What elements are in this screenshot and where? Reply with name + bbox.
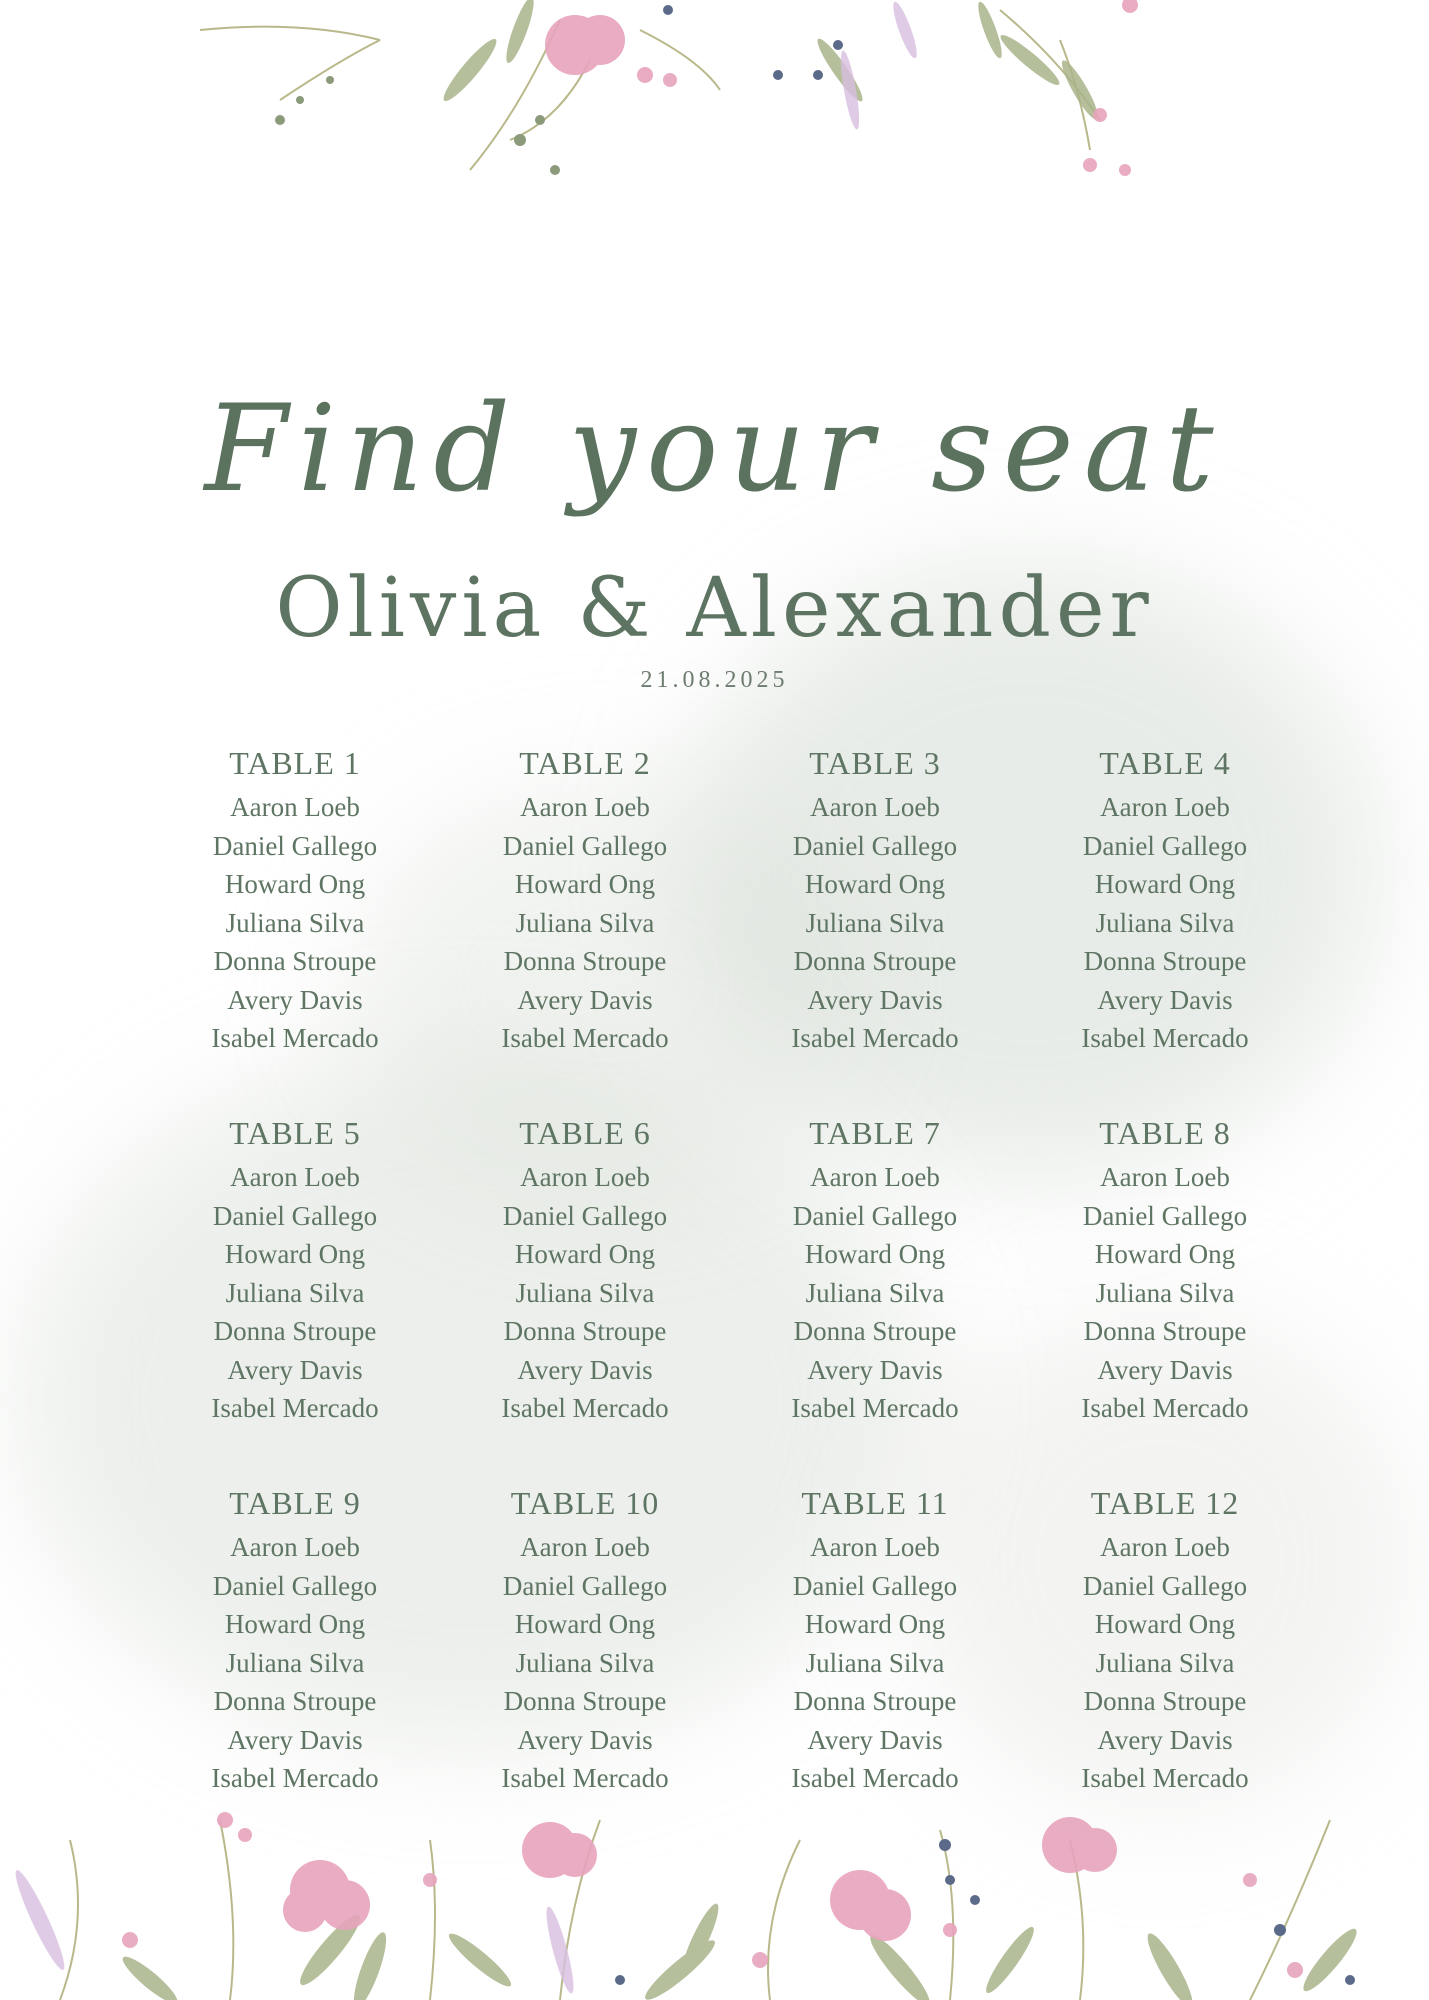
guest-name: Isabel Mercado	[211, 1023, 379, 1053]
guest-name: Howard Ong	[804, 1239, 946, 1269]
table-title: TABLE 4	[1099, 745, 1231, 781]
guest-name: Daniel Gallego	[212, 1200, 378, 1231]
guest-name: Aaron Loeb	[520, 792, 650, 822]
table-title: TABLE 8	[1099, 1115, 1231, 1151]
table-block	[440, 1110, 730, 1480]
guest-name: Daniel Gallego	[1082, 1200, 1248, 1231]
guest-name: Avery Davis	[807, 1354, 943, 1385]
guest-name: Daniel Gallego	[212, 830, 378, 861]
table-title: TABLE 6	[519, 1115, 651, 1151]
table-block	[150, 740, 440, 1110]
guest-name: Donna Stroupe	[793, 1686, 957, 1716]
guest-name: Aaron Loeb	[520, 1162, 650, 1192]
table-title: TABLE 5	[229, 1115, 361, 1151]
guest-name: Donna Stroupe	[793, 1316, 957, 1346]
guest-name: Daniel Gallego	[792, 1570, 958, 1601]
guest-name: Juliana Silva	[225, 907, 365, 938]
table-block	[730, 1480, 1020, 1850]
guest-name: Avery Davis	[807, 1724, 943, 1755]
guest-name: Juliana Silva	[1095, 1647, 1235, 1678]
guest-name: Avery Davis	[517, 1724, 653, 1755]
guest-name: Isabel Mercado	[791, 1393, 959, 1423]
guest-name: Avery Davis	[517, 984, 653, 1015]
guest-name: Avery Davis	[1097, 1354, 1233, 1385]
guest-name: Donna Stroupe	[213, 946, 377, 976]
table-block	[1020, 1480, 1310, 1850]
table-title: TABLE 7	[809, 1115, 941, 1151]
guest-name: Daniel Gallego	[1082, 830, 1248, 861]
guest-name: Donna Stroupe	[1083, 946, 1247, 976]
table-grid	[150, 740, 1310, 1850]
guest-name: Donna Stroupe	[793, 946, 957, 976]
guest-name: Aaron Loeb	[1100, 1162, 1230, 1192]
guest-name: Howard Ong	[514, 1239, 656, 1269]
table-title: TABLE 2	[519, 745, 651, 781]
guest-name: Isabel Mercado	[211, 1763, 379, 1793]
guest-name: Avery Davis	[227, 1354, 363, 1385]
guest-name: Isabel Mercado	[1081, 1023, 1249, 1053]
guest-name: Aaron Loeb	[810, 1532, 940, 1562]
top-floral-decoration	[0, 0, 1429, 200]
guest-name: Daniel Gallego	[212, 1570, 378, 1601]
table-title: TABLE 3	[809, 745, 941, 781]
guest-name: Daniel Gallego	[502, 1570, 668, 1601]
table-block	[440, 740, 730, 1110]
guest-name: Isabel Mercado	[1081, 1763, 1249, 1793]
table-block	[1020, 1110, 1310, 1480]
couple-names: Olivia & Alexander	[275, 561, 1154, 656]
table-title: TABLE 10	[510, 1485, 660, 1521]
guest-name: Juliana Silva	[225, 1647, 365, 1678]
event-date: 21.08.2025	[640, 667, 789, 693]
guest-name: Aaron Loeb	[1100, 792, 1230, 822]
guest-name: Isabel Mercado	[501, 1023, 669, 1053]
guest-name: Donna Stroupe	[503, 1686, 667, 1716]
guest-name: Isabel Mercado	[791, 1763, 959, 1793]
table-title: TABLE 9	[229, 1485, 361, 1521]
guest-name: Howard Ong	[804, 1609, 946, 1639]
script-title-text: Find your seat	[204, 380, 1224, 519]
guest-name: Juliana Silva	[1095, 907, 1235, 938]
guest-name: Juliana Silva	[225, 1277, 365, 1308]
guest-name: Howard Ong	[804, 869, 946, 899]
guest-name: Donna Stroupe	[503, 946, 667, 976]
guest-name: Avery Davis	[227, 984, 363, 1015]
table-block	[1020, 740, 1310, 1110]
guest-name: Avery Davis	[227, 1724, 363, 1755]
guest-name: Juliana Silva	[515, 1277, 655, 1308]
guest-name: Howard Ong	[224, 869, 366, 899]
guest-name: Aaron Loeb	[230, 1532, 360, 1562]
guest-name: Daniel Gallego	[792, 1200, 958, 1231]
table-block	[150, 1110, 440, 1480]
guest-name: Juliana Silva	[515, 1647, 655, 1678]
guest-name: Aaron Loeb	[1100, 1532, 1230, 1562]
guest-name: Juliana Silva	[805, 907, 945, 938]
guest-name: Donna Stroupe	[213, 1316, 377, 1346]
bottom-floral-decoration	[0, 1800, 1429, 2000]
script-title	[0, 330, 1429, 590]
table-title: TABLE 1	[229, 745, 361, 781]
guest-name: Howard Ong	[224, 1239, 366, 1269]
guest-name: Donna Stroupe	[1083, 1316, 1247, 1346]
guest-name: Isabel Mercado	[211, 1393, 379, 1423]
guest-name: Howard Ong	[1094, 869, 1236, 899]
guest-name: Aaron Loeb	[520, 1532, 650, 1562]
guest-name: Isabel Mercado	[501, 1763, 669, 1793]
guest-name: Aaron Loeb	[810, 792, 940, 822]
guest-name: Howard Ong	[1094, 1609, 1236, 1639]
guest-name: Howard Ong	[514, 869, 656, 899]
table-block	[440, 1480, 730, 1850]
guest-name: Avery Davis	[517, 1354, 653, 1385]
guest-name: Daniel Gallego	[1082, 1570, 1248, 1601]
guest-name: Donna Stroupe	[213, 1686, 377, 1716]
guest-name: Howard Ong	[1094, 1239, 1236, 1269]
table-block	[730, 740, 1020, 1110]
guest-name: Avery Davis	[807, 984, 943, 1015]
guest-name: Aaron Loeb	[230, 792, 360, 822]
guest-name: Howard Ong	[224, 1609, 366, 1639]
guest-name: Aaron Loeb	[230, 1162, 360, 1192]
guest-name: Avery Davis	[1097, 984, 1233, 1015]
guest-name: Juliana Silva	[515, 907, 655, 938]
guest-name: Daniel Gallego	[792, 830, 958, 861]
guest-name: Donna Stroupe	[1083, 1686, 1247, 1716]
guest-name: Aaron Loeb	[810, 1162, 940, 1192]
table-title: TABLE 11	[801, 1485, 949, 1521]
table-title: TABLE 12	[1090, 1485, 1240, 1521]
guest-name: Howard Ong	[514, 1609, 656, 1639]
table-block	[150, 1480, 440, 1850]
guest-name: Avery Davis	[1097, 1724, 1233, 1755]
guest-name: Isabel Mercado	[791, 1023, 959, 1053]
guest-name: Isabel Mercado	[1081, 1393, 1249, 1423]
guest-name: Juliana Silva	[805, 1647, 945, 1678]
guest-name: Daniel Gallego	[502, 1200, 668, 1231]
guest-name: Juliana Silva	[805, 1277, 945, 1308]
table-block	[730, 1110, 1020, 1480]
guest-name: Isabel Mercado	[501, 1393, 669, 1423]
guest-name: Donna Stroupe	[503, 1316, 667, 1346]
guest-name: Juliana Silva	[1095, 1277, 1235, 1308]
guest-name: Daniel Gallego	[502, 830, 668, 861]
